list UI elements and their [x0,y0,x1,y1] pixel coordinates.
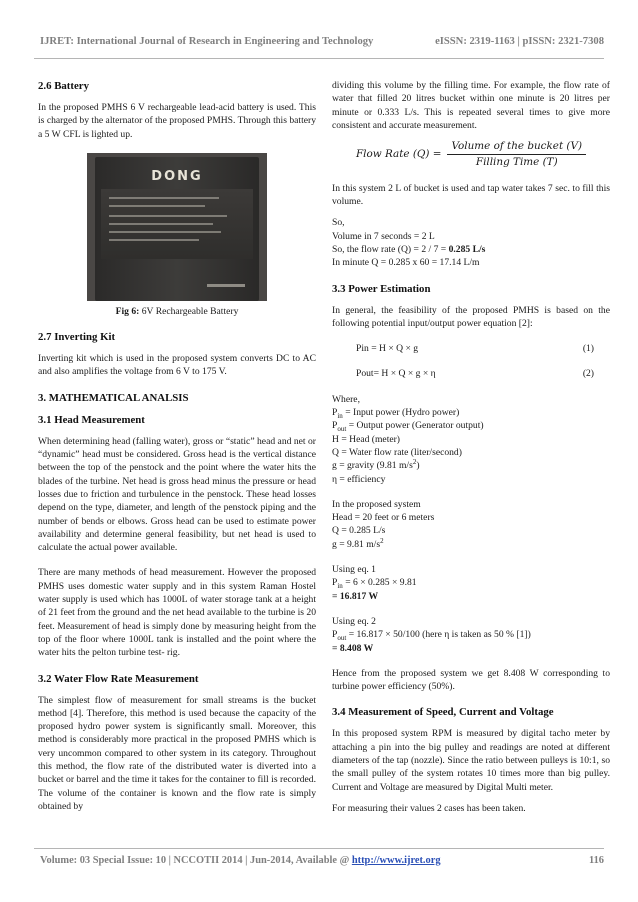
formula-lhs: Flow Rate (Q) = [355,148,442,161]
volume-line: Volume in 7 seconds = 2 L [332,230,435,242]
result-pout: = 8.408 W [332,642,374,654]
left-column [38,79,316,813]
equation-2-body: Pout= H × Q × g × η [356,368,436,380]
calc-pin: $P_{in} = 6 \times 0.285 \times 9.81$ [332,577,417,591]
journal-link[interactable]: http://www.ijret.org [351,855,441,866]
using-eq-2: Using eq. 2 [332,615,376,627]
battery-brand-text: DONG [151,168,203,184]
page-number: 116 [588,855,604,866]
def-efficiency: η = efficiency [332,473,386,485]
minute-line: In minute Q = 0.285 x 60 = 17.14 L/m [332,257,480,269]
footer-info: Volume: 03 Special Issue: 10 | NCCOTII 2014 | Jun-2014, Available @ http://www.ijret.org [40,855,441,866]
system-head: Head = 20 feet or 6 meters [332,512,435,524]
equation-1-body: Pin = H × Q × g [356,343,419,355]
def-pout: $P_{out}$ = Output power (Generator output) [332,420,484,434]
right-column [332,79,610,815]
battery-photo [87,153,267,301]
section-3-1-title: 3.1 Head Measurement [38,413,145,426]
section-3-3-text: In general, the feasibility of the proposed PMHS is based on the following potential input/output power equation [2]: [332,304,610,329]
flow-rate-formula [332,140,610,170]
def-gravity: g = gravity (9.81 $m/s^2$) [332,458,420,472]
section-3-2-title: 3.2 Water Flow Rate Measurement [38,672,199,685]
section-2-6-text: In the proposed PMHS 6 V rechargeable lead-acid battery is used. This is charged by the alternator of the proposed PMHS. Through this battery a 5 W CFL is lighted up. [38,102,316,140]
formula-denominator: Filling Time (T) [475,156,558,169]
formula-numerator: Volume of the bucket (V) [447,140,586,155]
section-3-4-title: 3.4 Measurement of Speed, Current and Voltage [332,706,554,719]
section-3-4-text: In this proposed system RPM is measured by digital tacho meter by attaching a pin into the big pulley and readings are noted at different diameters of the tap (nozzle). Since the ratio between pulleys is 10:1, so the small pulley of the system rotates 10 times more than big pulley. Current and Voltage are measured by Digital Multi meter. [332,728,610,793]
system-intro: In the proposed system [332,498,421,510]
section-2-7-title: 2.7 Inverting Kit [38,331,116,344]
section-3-1-paragraph-2: There are many methods of head measurement. However the proposed PMHS uses domestic water supply and in this system Raman Hostel water supply is used which has 1000L of water storage tank at a height of 21 feet from the ground and the net head available to the turbine is 20 feet. Measurement of head is simply done by measuring height from the top of the floor where 1000L tank is installed and the point where the water hits the pelton turbine test- rig. [38,567,316,659]
figure-label: Fig 6: [115,305,140,317]
equation-1 [332,342,610,355]
issn: eISSN: 2319-1163 | pISSN: 2321-7308 [435,36,604,47]
section-3-4-text-2: For measuring their values 2 cases has been taken. [332,802,526,814]
flow-rate-line: So, the flow rate (Q) = 2 / 7 = 0.285 L/s [332,243,486,255]
result-pin: = 16.817 W [332,590,379,602]
def-pin: $P_{in}$ = Input power (Hydro power) [332,407,460,420]
hence-text: Hence from the proposed system we get 8.408 W corresponding to turbine power efficiency (50%). [332,667,610,693]
where-line: Where, [332,393,360,405]
def-flow: Q = Water flow rate (liter/second) [332,446,462,458]
equation-2-number: (2) [582,368,594,380]
footer-divider [34,848,604,849]
section-3-title: 3. MATHEMATICAL ANALSIS [38,391,189,404]
equation-2 [332,367,610,380]
section-2-6-title: 2.6 Battery [38,80,89,92]
def-head: H = Head (meter) [332,433,401,445]
header-divider [34,58,604,59]
section-3-3-title: 3.3 Power Estimation [332,282,431,295]
section-3-1-paragraph-1: When determining head (falling water), gross or “static” head and net or “dynamic” head must be considered. Gross head is the vertical distance between the top of the penstock and the point where the water hits the blades of the turbine. Net head is gross head minus the pressure or head losses due to friction and turbulence in the penstock. These head losses depend on the type, diameter, and length of the penstock piping and the number of bends or elbows. Gross head can be used to estimate power availability and determine general feasibility, but net head is used to calculate the actual power available. [38,435,316,554]
equation-1-number: (1) [582,343,594,355]
flow-rate-value: 0.285 L/s [448,243,486,255]
figure-caption [38,305,316,318]
section-3-2-continued: dividing this volume by the filling time. For example, the flow rate of water that filled 20 litres bucket within one minute is 20 litres per minute or 0.333 L/s. This is repeated several times to give more consistent and accurate measurement. [332,80,610,131]
section-2-7-text: Inverting kit which is used in the proposed system converts DC to AC and also amplifies the voltage from 6 V to 175 V. [38,353,316,378]
figure-caption-text: 6V Rechargeable Battery [141,305,239,317]
system-gravity: g = 9.81 $m/s^2$ [332,536,384,550]
page-footer [40,855,604,866]
using-eq-1: Using eq. 1 [332,564,376,576]
system-bucket-text: In this system 2 L of bucket is used and tap water takes 7 sec. to fill this volume. [332,182,610,208]
page-header [40,36,604,47]
journal-name: IJRET: International Journal of Research in Engineering and Technology [40,36,374,47]
section-3-2-text: The simplest flow of measurement for small streams is the bucket method [4]. Therefore, this method is used because the capacity of the proposed hydro power system is significantly small. Moreover, this method is considerably more practical in the proposed PMHS which is very uncommon compared to other system in its category. Throughout this method, the flow rate of the distributed water is diverted into a bucket or barrel and the time it takes for the container to fill is recorded. The volume of the container is known and the flow rate is simply obtained by [38,694,316,812]
so-line: So, [332,217,345,229]
calc-pout: $P_{out} = 16.817 \times 50/100$ (here η is taken as 50 % [1]) [332,629,531,643]
system-flow: Q = 0.285 L/s [332,525,386,537]
